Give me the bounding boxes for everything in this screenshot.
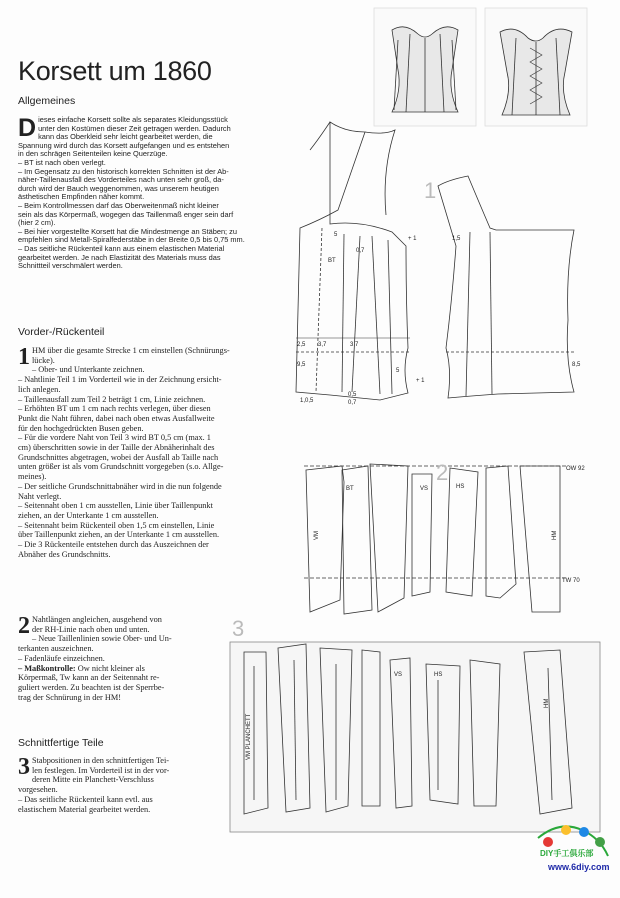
text-line: guliert werden. Zu beachten ist der Sperrbe-: [18, 682, 165, 692]
section-heading-general: Allgemeines: [18, 95, 76, 107]
text-line: ziehen, an der Unterkante 1 cm ausstellen.: [18, 510, 159, 520]
fig1-label: 1,0,5: [300, 398, 314, 404]
text-line: gearbeitet werden. Je nach Elastizität des Materials muss das: [18, 252, 221, 262]
text-line: – Das seitliche Rückenteil kann aus einem elastischen Material: [18, 243, 225, 253]
text-line: – Das seitliche Rückenteil kann evtl. aus: [18, 794, 153, 804]
figure-1-draft: [296, 122, 574, 400]
text-line: – Ober- und Unterkante zeichnen.: [32, 365, 145, 375]
fig1-label: 2,5: [297, 342, 306, 348]
text-line: näher-Taillenausfall des Vorderteiles nach unten sehr groß, da-: [18, 175, 224, 185]
fig2-label-vs: VS: [420, 486, 429, 492]
text-line: – Neue Taillenlinien sowie Ober- und Un-: [32, 634, 172, 644]
text-line: Grundschnittes abgetragen, wobei der Ausfall ab Taille nach: [18, 452, 219, 462]
fig2-label-hm: HM: [552, 530, 558, 540]
text-line: – Für die vordere Naht von Teil 3 wird BT 0,5 cm (max. 1: [18, 433, 211, 443]
text-line: trag der Schnürung in der HM!: [18, 692, 121, 702]
text-line: – Taillenausfall zum Teil 2 beträgt 1 cm, Linie zeichnen.: [18, 394, 206, 404]
fig1-label: 9,5: [297, 362, 306, 368]
text-line: – Erhöhten BT um 1 cm nach rechts verlegen, über diesen: [18, 404, 211, 414]
fig3-label-vm: VM PLANCHETT: [246, 713, 252, 760]
fig2-label-tw: TW 70: [562, 578, 580, 584]
fig2-label-ow: OW 92: [566, 466, 585, 472]
text-line: – Fadenläufe einzeichnen.: [18, 653, 105, 663]
step-number-3: 3: [18, 754, 30, 780]
text-line: – Im Gegensatz zu den historisch korrekten Schnitten ist der Ab-: [18, 166, 229, 176]
corset-back-illustration: [485, 8, 587, 126]
text-line: über Taillenpunkt ziehen, an der Unterkante 1 cm ausstellen.: [18, 530, 220, 540]
text-line: kann das Oberkleid sehr leicht gearbeitet werden, die: [38, 132, 213, 142]
text-line: Spannung wird durch das Korsett aufgefangen und es entstehen: [18, 140, 230, 150]
corset-front-illustration: [374, 8, 476, 126]
fig1-label: 0,7: [348, 400, 357, 406]
figure-2-pieces: [304, 464, 566, 614]
text-line: Körpermaß, Tw kann an der Seitennaht re-: [18, 673, 160, 683]
text-line: deren Mitte ein Planchett-Verschluss: [32, 775, 154, 785]
fig1-label: 0,5: [348, 392, 357, 398]
text-line: lücke).: [32, 355, 55, 365]
fig1-label: + 1: [408, 236, 417, 242]
figure-3-final-pieces: [230, 642, 600, 832]
fig1-label: 0,7: [356, 248, 365, 254]
section-heading-ready: Schnittfertige Teile: [18, 737, 104, 749]
text-line: unten größer ist als vom Grundschnitt vorgegeben (s.o. Allge-: [18, 462, 224, 472]
text-line: HM über die gesamte Strecke 1 cm einstellen (Schnürungs-: [32, 346, 230, 355]
watermark-brand: DIY手工俱乐部: [540, 849, 594, 858]
text-line: sein als das Körpermaß, wogegen das Taillenmaß enger sein darf: [18, 209, 234, 219]
section-heading-front-back: Vorder-/Rückenteil: [18, 326, 105, 338]
fig1-label: 3,7: [318, 342, 327, 348]
text-line: Punkt die Naht führen, dabei nach oben etwas Ausfallweite: [18, 413, 215, 423]
fig1-label: 8,5: [572, 362, 581, 368]
fig1-label: 1,5: [452, 236, 461, 242]
dropcap-d: D: [18, 114, 37, 142]
fig2-label-vm: VM: [314, 531, 320, 540]
text-line: durch wird der Bauch weggenommen, was unserem heutigen: [18, 183, 219, 193]
figure-number-2: 2: [436, 460, 449, 485]
page-title: Korsett um 1860: [18, 56, 212, 86]
text-line: Naht verlegt.: [18, 491, 62, 501]
fig1-label: 5: [396, 368, 400, 374]
text-line: – BT ist nach oben verlegt.: [18, 157, 106, 167]
text-line: Nahtlängen angleichen, ausgehend von: [32, 615, 162, 624]
text-line: meines).: [18, 472, 47, 482]
text-line: vorgesehen.: [18, 785, 58, 795]
fig3-label-hm: HM: [544, 698, 550, 708]
watermark-url[interactable]: www.6diy.com: [548, 862, 610, 872]
text-line: der RH-Linie nach oben und unten.: [32, 624, 150, 634]
control-label: – Maßkontrolle:: [18, 663, 76, 673]
fig1-label: 5: [334, 232, 338, 238]
text-line: – Seitennaht beim Rückenteil oben 1,5 cm einstellen, Linie: [18, 520, 215, 530]
text-line: für den hochgedrückten Busen geben.: [18, 423, 144, 433]
text-line: lich anlegen.: [18, 384, 61, 394]
fig3-label-hs: HS: [434, 672, 443, 678]
text-line: empfehlen sind Metall-Spiralfederstäbe in der Breite 0,5 bis 0,75 mm.: [18, 235, 245, 245]
text-line: Abnäher des Grundschnitts.: [18, 549, 111, 559]
fig3-label-vs: VS: [394, 672, 403, 678]
text-line: ieses einfache Korsett sollte als separates Kleidungsstück: [38, 115, 228, 124]
text-line: – Beim Kontrollmessen darf das Oberweitenmaß nicht kleiner: [18, 200, 219, 210]
text-line: cm) überschritten sowie in der Taille der Abnäherinhalt des: [18, 443, 215, 453]
fig2-label-bt: BT: [346, 486, 354, 492]
text-line: Schnittteil verschmälert werden.: [18, 261, 123, 271]
text-line: unter den Kostümen dieser Zeit getragen werden. Dadurch: [38, 123, 231, 133]
text-line: – Bei hier vorgestellte Korsett hat die Mindestmenge an Stäben; zu: [18, 226, 237, 236]
text-span: Ow nicht kleiner als: [75, 663, 145, 673]
text-line: – Seitennaht oben 1 cm ausstellen, Linie über Taillenpunkt: [18, 501, 213, 511]
figure-number-1: 1: [424, 178, 437, 203]
text-line: len festlegen. Im Vorderteil ist in der vor-: [32, 765, 170, 775]
text-line: – Die 3 Rückenteile entstehen durch das Auszeichnen der: [18, 540, 209, 550]
step-number-1: 1: [18, 344, 30, 370]
step-number-2: 2: [18, 613, 30, 639]
text-line: elastischem Material gearbeitet werden.: [18, 804, 151, 814]
text-line: Stabpositionen in den schnittfertigen Tei-: [32, 756, 170, 765]
figure-number-3: 3: [232, 616, 245, 641]
text-line: – Der seitliche Grundschnittabnäher wird in die nun folgende: [18, 481, 222, 491]
fig1-label: 3,7: [350, 342, 359, 348]
fig1-label: + 1: [416, 378, 425, 384]
text-line: in den schrägen Seitenteilen keine Querzüge.: [18, 149, 168, 159]
text-line: (hier 2 cm).: [18, 218, 56, 228]
text-line: terkanten auszeichnen.: [18, 644, 94, 654]
fig2-label-hs: HS: [456, 484, 465, 490]
text-line: ästhetischen Empfinden näher kommt.: [18, 192, 145, 202]
fig1-label: BT: [328, 258, 336, 264]
text-line: – Nahtlinie Teil 1 im Vorderteil wie in der Zeichnung ersicht-: [18, 375, 222, 385]
